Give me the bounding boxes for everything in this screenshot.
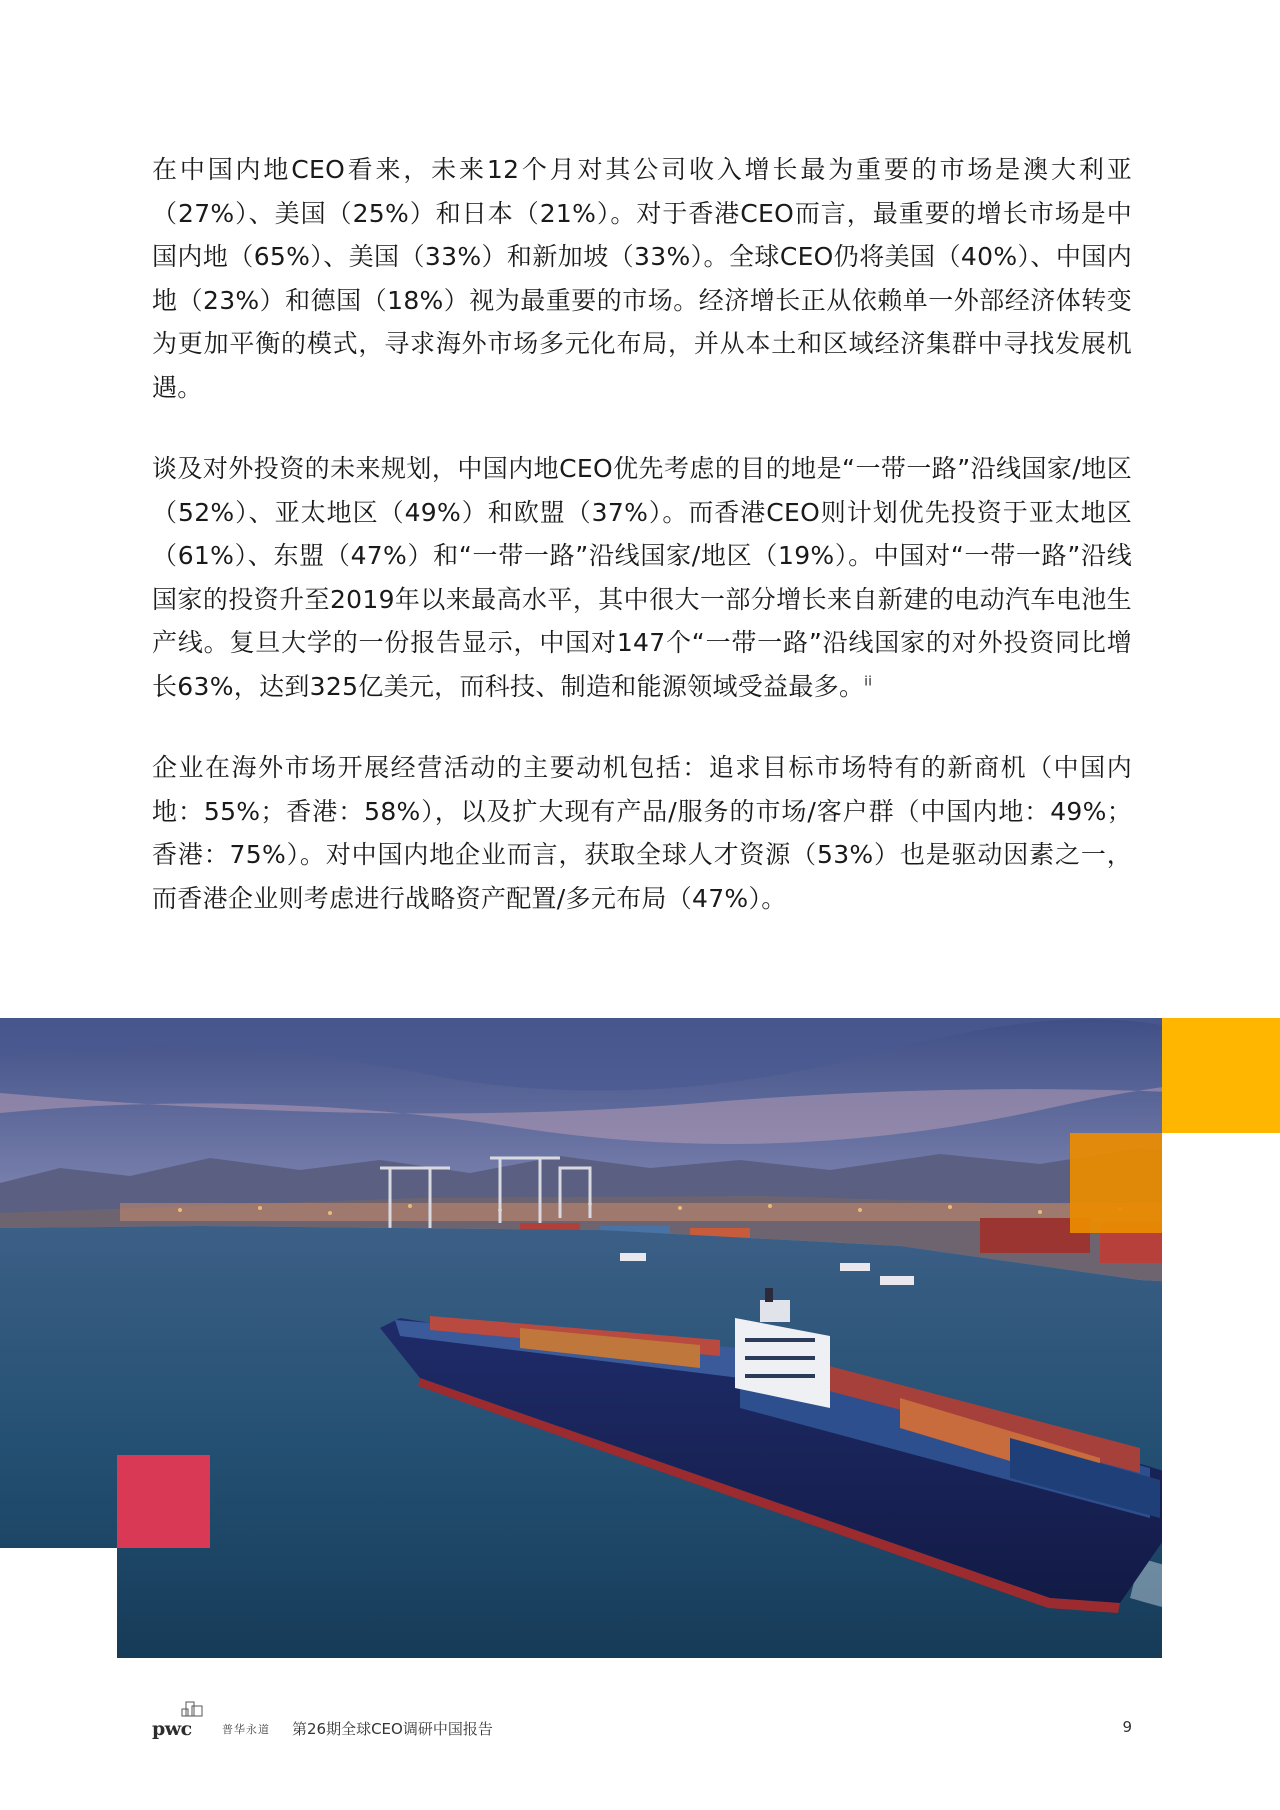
decorative-orange-square — [1070, 1133, 1162, 1233]
page-number: 9 — [1122, 1718, 1132, 1736]
photo-corner-cutout — [0, 1548, 117, 1658]
brand-name-cn: 普华永道 — [222, 1723, 270, 1736]
paragraph-markets: 在中国内地CEO看来，未来12个月对其公司收入增长最为重要的市场是澳大利亚（27%）、美国（25%）和日本（21%）。对于香港CEO而言，最重要的增长市场是中国内地（65%）、美国（33%）和新加坡（33%）。全球CEO仍将美国（40%）、中国内地（23%）和德国（18%）视为最重要的市场。经济增长正从依赖单一外部经济体转变为更加平衡的模式，寻求海外市场多元化布局，并从本土和区域经济集群中寻找发展机遇。 — [152, 155, 1132, 402]
container-ship-port-photo — [0, 1018, 1280, 1658]
page-footer — [152, 1700, 1132, 1740]
photo-right-cutout — [1162, 1133, 1280, 1658]
paragraph-motivations: 企业在海外市场开展经营活动的主要动机包括：追求目标市场特有的新商机（中国内地：55%；香港：58%），以及扩大现有产品/服务的市场/客户群（中国内地：49%；香港：75%）。对中国内地企业而言，获取全球人才资源（53%）也是驱动因素之一，而香港企业则考虑进行战略资产配置/多元布局（47%）。 — [152, 753, 1132, 913]
body-text — [152, 148, 1132, 958]
footnote-reference[interactable]: ii — [864, 674, 873, 690]
decorative-red-square — [117, 1455, 210, 1548]
report-title: 第26期全球CEO调研中国报告 — [292, 1720, 493, 1738]
paragraph-investment — [152, 447, 1132, 708]
decorative-yellow-square — [1162, 1018, 1280, 1133]
paragraph-investment-text: 谈及对外投资的未来规划，中国内地CEO优先考虑的目的地是“一带一路”沿线国家/地区（52%）、亚太地区（49%）和欧盟（37%）。而香港CEO则计划优先投资于亚太地区（61%）、东盟（47%）和“一带一路”沿线国家/地区（19%）。中国对“一带一路”沿线国家的投资升至2019年以来最高水平，其中很大一部分增长来自新建的电动汽车电池生产线。复旦大学的一份报告显示，中国对147个“一带一路”沿线国家的对外投资同比增长63%，达到325亿美元，而科技、制造和能源领域受益最多。 — [152, 454, 1132, 701]
pwc-logo-text: pwc — [152, 1718, 192, 1740]
